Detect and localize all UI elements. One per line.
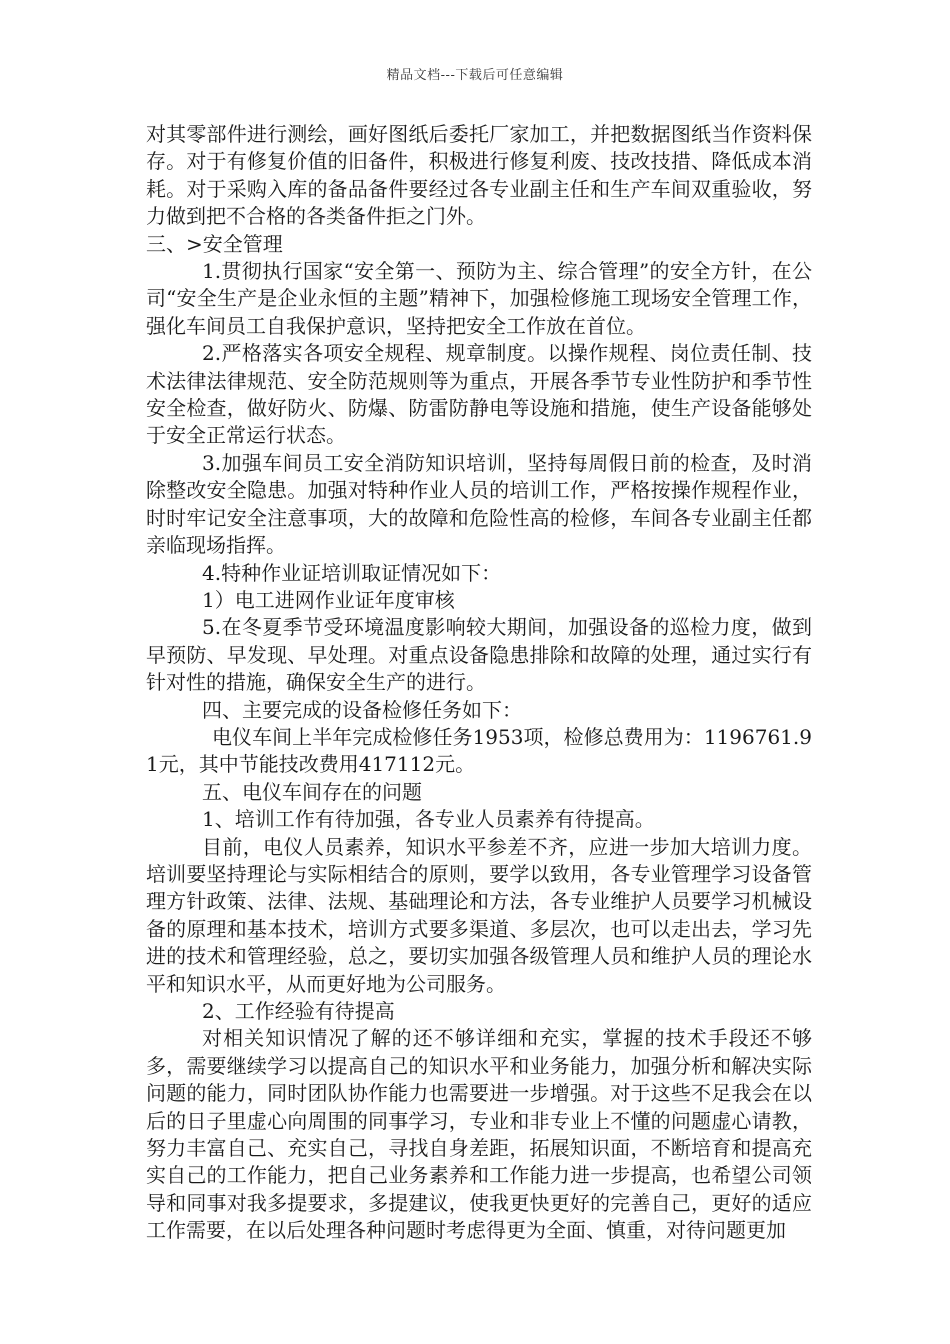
paragraph-training: 目前，电仪人员素养，知识水平参差不齐，应进一步加大培训力度。培训要坚持理论与实际相结合的原则，要学以致用，各专业管理学习设备管理方针政策、法律、法规、基础理论和方法，各专业维护人员要学习机械设备的原理和基本技术，培训方式要多渠道、多层次，也可以走出去，学习先进的技术和管理经验，总之，要切实加强各级管理人员和维护人员的理论水平和知识水平，从而更好地为公司服务。 — [146, 834, 812, 996]
paragraph-safety-3: 3.加强车间员工安全消防知识培训，坚持每周假日前的检查，及时消除整改安全隐患。加强对特种作业人员的培训工作，严格按操作规程作业，时时牢记安全注意事项，大的故障和危险性高的检修，车间各专业副主任都亲临现场指挥。 — [146, 450, 812, 558]
paragraph-tasks: 电仪车间上半年完成检修任务1953项，检修总费用为：1196761.91元，其中节能技改费用417112元。 — [146, 724, 812, 777]
subheading-training: 1、培训工作有待加强，各专业人员素养有待提高。 — [202, 807, 655, 832]
paragraph-safety-2: 2.严格落实各项安全规程、规章制度。以操作规程、岗位责任制、技术法律法律规范、安全防范规则等为重点，开展各季节专业性防护和季节性安全检查，做好防火、防爆、防雷防静电等设施和措施，使生产设备能够处于安全正常运行状态。 — [146, 341, 812, 448]
paragraph-safety-5: 5.在冬夏季节受环境温度影响较大期间，加强设备的巡检力度，做到早预防、早发现、早处理。对重点设备隐患排除和故障的处理，通过实行有针对性的措施，确保安全生产的进行。 — [146, 615, 812, 695]
document-body — [146, 121, 812, 1245]
page-header: 精品文档---下载后可任意编辑 — [386, 68, 564, 83]
paragraph-safety-4-item: 1）电工进网作业证年度审核 — [202, 587, 455, 612]
section-heading-safety: 三、>安全管理 — [146, 231, 283, 256]
section-heading-problems: 五、电仪车间存在的问题 — [202, 779, 422, 804]
section-heading-tasks: 四、主要完成的设备检修任务如下： — [202, 697, 522, 722]
paragraph-parts-mapping: 对其零部件进行测绘，画好图纸后委托厂家加工，并把数据图纸当作资料保存。对于有修复价值的旧备件，积极进行修复利废、技改技措、降低成本消耗。对于采购入库的备品备件要经过各专业副主任和生产车间双重验收，努力做到把不合格的各类备件拒之门外。 — [146, 122, 812, 229]
paragraph-safety-1: 1.贯彻执行国家“安全第一、预防为主、综合管理”的安全方针，在公司“安全生产是企业永恒的主题”精神下，加强检修施工现场安全管理工作，强化车间员工自我保护意识，坚持把安全工作放在首位。 — [146, 259, 812, 338]
paragraph-safety-4: 4.特种作业证培训取证情况如下： — [202, 560, 502, 585]
paragraph-experience: 对相关知识情况了解的还不够详细和充实，掌握的技术手段还不够多，需要继续学习以提高自己的知识水平和业务能力，加强分析和解决实际问题的能力，同时团队协作能力也需要进一步增强。对于这些不足我会在以后的日子里虚心向周围的同事学习，专业和非专业上不懂的问题虚心请教，努力丰富自己、充实自己，寻找自身差距，拓展知识面，不断培育和提高充实自己的工作能力，把自己业务素养和工作能力进一步提高，也希望公司领导和同事对我多提要求，多提建议，使我更快更好的完善自己，更好的适应工作需要，在以后处理各种问题时考虑得更为全面、慎重，对待问题更加 — [146, 1026, 812, 1243]
subheading-experience: 2、工作经验有待提高 — [202, 999, 395, 1023]
